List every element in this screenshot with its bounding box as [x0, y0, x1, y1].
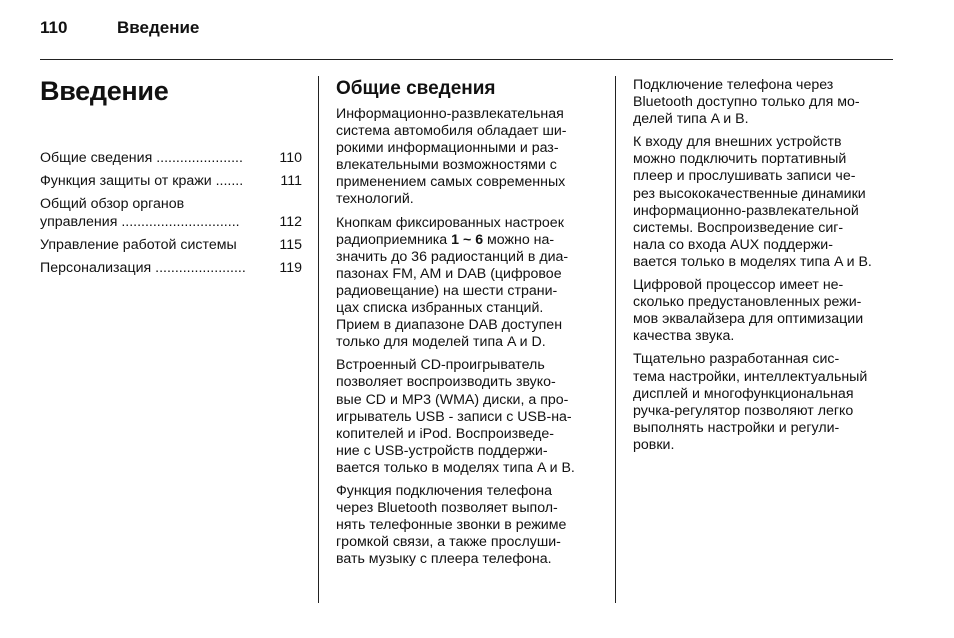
column-rule — [318, 76, 319, 603]
text-line: ручка-регулятор позволяют легко — [633, 402, 854, 419]
text-line: позволяет воспроизводить звуко- — [336, 374, 556, 391]
text-line: пазонах FM, AM и DAB (цифровое — [336, 265, 562, 282]
text-line: информационно-развлекательной — [633, 202, 859, 219]
text-line: вые CD и MP3 (WMA) диски, а про- — [336, 391, 569, 408]
text-line: вать музыку с плеера телефона. — [336, 551, 552, 568]
toc-entry[interactable] — [40, 259, 302, 277]
table-of-contents — [40, 149, 302, 282]
text-line: через Bluetooth позволяет выпол- — [336, 500, 558, 517]
text-line: тема настройки, интеллектуальный — [633, 368, 868, 385]
text-line: Прием в диапазоне DAB доступен — [336, 317, 563, 334]
section-heading: Общие сведения — [336, 78, 496, 99]
header-rule — [40, 59, 893, 60]
text-line: дисплей и многофункциональная — [633, 385, 854, 402]
text-line: Информационно-развлекательная — [336, 106, 564, 122]
text-line: Тщательно разработанная сис- — [633, 351, 840, 368]
text-line: значить до 36 радиостанций в диа- — [336, 248, 569, 265]
preset-buttons-label: 1 ~ 6 — [451, 231, 484, 248]
toc-entry[interactable] — [40, 172, 302, 190]
text-line: Встроенный CD-проигрыватель — [336, 357, 545, 374]
text-line: применением самых современных — [336, 174, 566, 191]
paragraph — [633, 134, 898, 271]
paragraph — [336, 215, 601, 352]
toc-entry[interactable] — [40, 195, 302, 231]
toc-entry-page: 111 — [280, 173, 302, 189]
text-line: делей типа A и B. — [633, 111, 749, 128]
text-line: можно подключить портативный — [633, 151, 847, 168]
paragraph — [633, 351, 898, 454]
text-line: только для моделей типа A и D. — [336, 334, 546, 351]
toc-entry[interactable] — [40, 149, 302, 167]
page-title: Введение — [40, 76, 169, 106]
paragraph — [336, 357, 601, 477]
text-line: выполнять настройки и регули- — [633, 419, 840, 436]
text-fragment: можно на- — [483, 231, 555, 248]
text-line: Функция подключения телефона — [336, 482, 552, 499]
text-line: Подключение телефона через — [633, 77, 834, 93]
paragraph — [336, 106, 601, 209]
text-line: К входу для внешних устройств — [633, 134, 842, 151]
text-fragment: радиоприемника — [336, 231, 452, 248]
paragraph — [633, 77, 898, 128]
paragraph — [633, 277, 898, 345]
text-line: ние с USB-устройств поддержи- — [336, 442, 548, 459]
text-line — [336, 232, 601, 249]
text-line: копителей и iPod. Воспроизведе- — [336, 425, 554, 442]
paragraph — [336, 483, 601, 568]
text-line: громкой связи, а также прослуши- — [336, 534, 561, 551]
column-1 — [336, 78, 601, 574]
toc-entry-page: 112 — [279, 214, 302, 230]
header-page-number: 110 — [40, 18, 68, 37]
running-header — [40, 18, 199, 38]
text-line: сколько предустановленных режи- — [633, 294, 862, 311]
toc-entry-text: Персонализация ....................... — [40, 260, 246, 276]
text-line: влекательными возможностями с — [336, 157, 557, 174]
text-line: цах списка избранных станций. — [336, 300, 544, 317]
text-line: Кнопкам фиксированных настроек — [336, 214, 564, 231]
column-rule — [615, 76, 616, 603]
text-line: Bluetooth доступно только для мо- — [633, 94, 860, 111]
text-line: ровки. — [633, 436, 675, 453]
toc-entry-text: Общие сведения ...................... — [40, 150, 243, 166]
text-line: плеер и прослушивать записи че- — [633, 168, 856, 185]
text-line: Цифровой процессор имеет не- — [633, 277, 844, 294]
text-line: технологий. — [336, 191, 414, 208]
toc-entry-text: управления .............................. — [40, 214, 240, 230]
text-line: системы. Воспроизведение сиг- — [633, 219, 844, 236]
text-line: вается только в моделях типа A и B. — [633, 253, 872, 270]
toc-entry[interactable] — [40, 236, 302, 254]
header-section-title: Введение — [117, 18, 200, 37]
text-line: мов эквалайзера для оптимизации — [633, 311, 864, 328]
column-2 — [633, 77, 898, 460]
text-line: нала со входа AUX поддержи- — [633, 236, 833, 253]
text-line: рокими информационными и раз- — [336, 140, 559, 157]
toc-entry-page: 119 — [279, 260, 302, 276]
text-line: нять телефонные звонки в режиме — [336, 517, 567, 534]
text-line: радиовещание) на шести страни- — [336, 282, 558, 299]
text-line: вается только в моделях типа A и B. — [336, 459, 575, 476]
toc-entry-line1: Общий обзор органов — [40, 196, 185, 212]
text-line: рез высококачественные динамики — [633, 185, 866, 202]
text-line: качества звука. — [633, 328, 735, 345]
toc-entry-text: Функция защиты от кражи ....... — [40, 173, 244, 189]
text-line: игрыватель USB - записи с USB-на- — [336, 408, 572, 425]
toc-entry-text: Управление работой системы — [40, 237, 237, 253]
toc-entry-page: 115 — [279, 237, 302, 253]
toc-entry-page: 110 — [279, 150, 302, 166]
text-line: система автомобиля обладает ши- — [336, 123, 567, 140]
